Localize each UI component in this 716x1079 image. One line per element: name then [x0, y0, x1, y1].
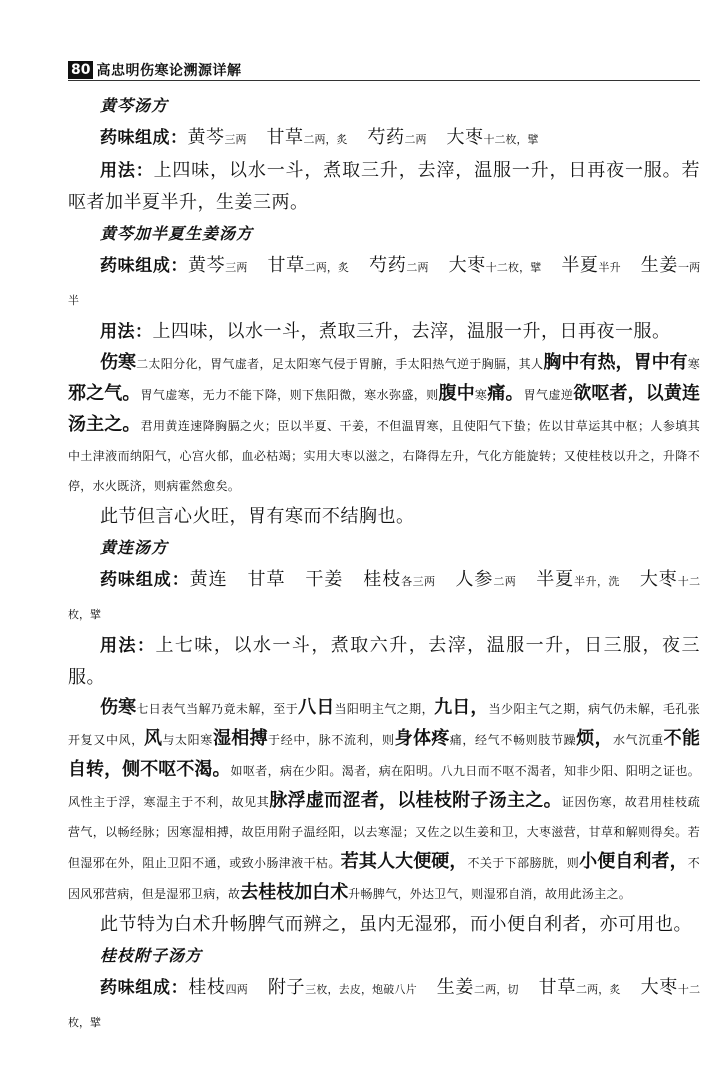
summary-line: 此节但言心火旺，胃有寒而不结胸也。: [100, 506, 415, 527]
classic-text: 不能自转，侧不呕不渴。: [68, 728, 701, 780]
commentary-paragraph: [68, 693, 700, 909]
page-number: 80: [68, 61, 93, 79]
annotation-text: 胃气虚逆: [523, 388, 574, 402]
herb-dosage: 十二枚，擘: [68, 983, 701, 1029]
usage-line: [68, 155, 700, 218]
commentary-paragraph: [68, 348, 700, 501]
annotation-text: 不关于下部膀胱，则: [467, 856, 580, 870]
herb-name: 大枣: [446, 127, 484, 148]
classic-text: 邪之气。: [68, 383, 141, 404]
classic-text: 烦，: [576, 728, 614, 749]
classic-text: 湿相搏: [212, 728, 269, 749]
herb-dosage: 三枚，去皮，炮破八片: [305, 983, 417, 996]
usage-line: [68, 630, 700, 693]
herb-item: [268, 977, 417, 998]
composition-line: [68, 564, 700, 630]
section-heading: 黄连汤方: [100, 538, 169, 557]
herb-dosage: 二两，炙: [303, 133, 348, 146]
composition-line: [68, 250, 700, 316]
herb-dosage: 二两，炙: [575, 983, 621, 996]
herb-item: [561, 255, 620, 276]
annotation-text: 寒: [474, 388, 488, 402]
herb-dosage: 三两: [224, 133, 247, 146]
herb-dosage: 十二枚，擘: [68, 575, 701, 621]
classic-text: 痛。: [487, 383, 524, 404]
composition-line: [68, 122, 700, 155]
herb-dosage: 三两: [225, 261, 248, 274]
herb-name: 干姜: [305, 569, 344, 590]
usage-label: 用法：: [100, 636, 156, 656]
usage-label: 用法：: [100, 322, 153, 342]
composition-label: 药味组成：: [100, 978, 189, 998]
annotation-text: 水气沉重: [613, 733, 664, 747]
herb-dosage: 一两半: [68, 261, 701, 307]
herb-item: [267, 127, 348, 148]
usage-label: 用法：: [100, 161, 154, 181]
herb-name: 大枣: [640, 977, 678, 998]
composition-label: 药味组成：: [100, 570, 190, 590]
page-content: [68, 90, 700, 1038]
section-heading: 黄芩加半夏生姜汤方: [100, 224, 254, 243]
herb-item: [190, 569, 228, 590]
classic-text: 伤寒: [100, 352, 137, 373]
classic-text: 脉浮虚而涩者，以桂枝附子汤主之。: [269, 790, 562, 811]
herb-name: 黄芩: [188, 255, 226, 276]
herb-item: [368, 127, 427, 148]
usage-line: [68, 316, 700, 348]
herb-dosage: 四两: [225, 983, 248, 996]
herb-name: 生姜: [436, 977, 475, 998]
herb-name: 芍药: [367, 127, 405, 148]
herb-list: [188, 127, 539, 148]
herb-dosage: 半升，洗: [574, 575, 620, 588]
herb-name: 芍药: [369, 255, 407, 276]
annotation-text: 七日表气当解乃竟未解，至于: [136, 702, 299, 716]
herb-name: 桂枝: [188, 977, 226, 998]
herb-name: 人参: [455, 569, 494, 590]
classic-text: 伤寒: [100, 697, 137, 718]
herb-item: [536, 569, 620, 590]
herb-name: 半夏: [561, 255, 599, 276]
annotation-text: 于经中，脉不流利，则: [268, 733, 395, 747]
classic-text: 风: [143, 728, 163, 749]
herb-dosage: 二两，炙: [304, 261, 350, 274]
usage-text: 上七味，以水一斗，煮取六升，去滓，温服一升，日三服，夜三服。: [68, 635, 701, 688]
herb-name: 甘草: [538, 977, 576, 998]
classic-text: 若其人大便硬，: [340, 851, 468, 872]
herb-item: [539, 977, 621, 998]
herb-dosage: 十二枚，擘: [483, 133, 539, 146]
classic-text: 小便自利者，: [579, 851, 688, 872]
usage-text: 上四味，以水一斗，煮取三升，去滓，温服一升，日再夜一服。若呕者加半夏半升，生姜三两。: [68, 160, 701, 213]
composition-line: [68, 972, 700, 1038]
herb-dosage: 二两: [404, 133, 427, 146]
herb-name: 大枣: [448, 255, 486, 276]
herb-item: [455, 569, 516, 590]
herb-dosage: 十二枚，擘: [485, 261, 542, 274]
herb-name: 黄连: [189, 569, 228, 590]
herb-name: 大枣: [639, 569, 678, 590]
annotation-text: 如呕者，病在少阳。渴者，病在阳明。八九日而不呕不渴者，知非少阳、阳明之证也。风性主于浮，寒湿主于不利，故见其: [68, 764, 701, 809]
herb-item: [437, 977, 519, 998]
classic-text: 腹中: [438, 383, 475, 404]
annotation-text: 痛，经气不畅则肢节躁: [449, 733, 577, 747]
summary-line: 此节特为白术升畅脾气而辨之，虽内无湿邪，而小便自利者，亦可用也。: [100, 914, 692, 935]
composition-label: 药味组成：: [100, 256, 189, 276]
book-title: 高忠明伤寒论溯源详解: [96, 63, 242, 79]
herb-item: [248, 569, 286, 590]
usage-text: 上四味，以水一斗，煮取三升，去滓，温服一升，日再夜一服。: [152, 321, 671, 342]
classic-text: 八日: [298, 697, 335, 718]
classic-text: 去桂枝加白术: [240, 882, 349, 903]
header-rule: [68, 80, 700, 81]
annotation-text: 升畅脾气，外达卫气，则湿邪自消，故用此汤主之。: [348, 887, 632, 901]
running-header: [68, 60, 628, 80]
section-heading: 桂枝附子汤方: [100, 946, 203, 965]
composition-label: 药味组成：: [100, 128, 188, 148]
annotation-text: 与太阳寒: [162, 733, 213, 747]
herb-name: 桂枝: [363, 569, 402, 590]
herb-name: 甘草: [247, 569, 286, 590]
herb-item: [369, 255, 428, 276]
herb-name: 生姜: [640, 255, 678, 276]
herb-item: [188, 977, 248, 998]
herb-dosage: 二两: [406, 261, 429, 274]
herb-item: [305, 569, 343, 590]
classic-text: 欲呕者，以黄连汤主之。: [68, 383, 701, 435]
herb-name: 甘草: [267, 255, 305, 276]
herb-dosage: 二两，切: [474, 983, 519, 996]
herb-item: [188, 127, 247, 148]
herb-dosage: 半升: [598, 261, 621, 274]
annotation-text: 当少阳主气之期，病气仍未解，毛孔张开复又中风，: [68, 702, 701, 747]
herb-dosage: 二两: [493, 575, 517, 588]
herb-item: [188, 255, 247, 276]
classic-text: 身体疼: [394, 728, 450, 749]
herb-name: 附子: [267, 977, 306, 998]
herb-item: [449, 255, 542, 276]
herb-item: [267, 255, 349, 276]
herb-item: [447, 127, 539, 148]
annotation-text: 胃气虚寒，无力不能下降，则下焦阳微，寒水弥盛，则: [140, 388, 439, 402]
annotation-text: 君用黄连速降胸膈之火；臣以半夏、干姜，不但温胃寒，且使阳气下蛰；佐以甘草运其中枢；人参填其中土津液而纳阳气，心宫火郁，血必枯竭；实用大枣以滋之，右降得左升，气化方能旋转；又使桂枝以升之，升降不停，水火既济，则病霍然愈矣。: [68, 419, 700, 493]
annotation-text: 寒: [687, 357, 701, 371]
annotation-text: 当阳明主气之期，: [334, 702, 435, 716]
herb-name: 半夏: [536, 569, 575, 590]
herb-name: 黄芩: [187, 127, 225, 148]
section-heading: 黄芩汤方: [100, 96, 169, 115]
classic-text: 九日，: [434, 697, 489, 718]
classic-text: 胸中有热，胃中有: [543, 352, 688, 373]
herb-name: 甘草: [266, 127, 304, 148]
annotation-text: 二太阳分化，胃气虚者，足太阳寒气侵于胃腑，手太阳热气逆于胸膈，其人: [136, 357, 544, 371]
annotation-text: 不因风邪营病，但是湿邪卫病，故: [68, 856, 701, 901]
annotation-text: 证因伤寒，故君用桂枝疏营气，以畅经脉；因寒湿相搏，故臣用附子温经阳，以去寒湿；又佐之以生姜和卫，大枣滋营，甘草和解则得矣。若但湿邪在外，阻止卫阳不通，或致小肠津液干枯。: [68, 795, 700, 870]
herb-dosage: 各三两: [401, 575, 436, 588]
herb-item: [363, 569, 435, 590]
